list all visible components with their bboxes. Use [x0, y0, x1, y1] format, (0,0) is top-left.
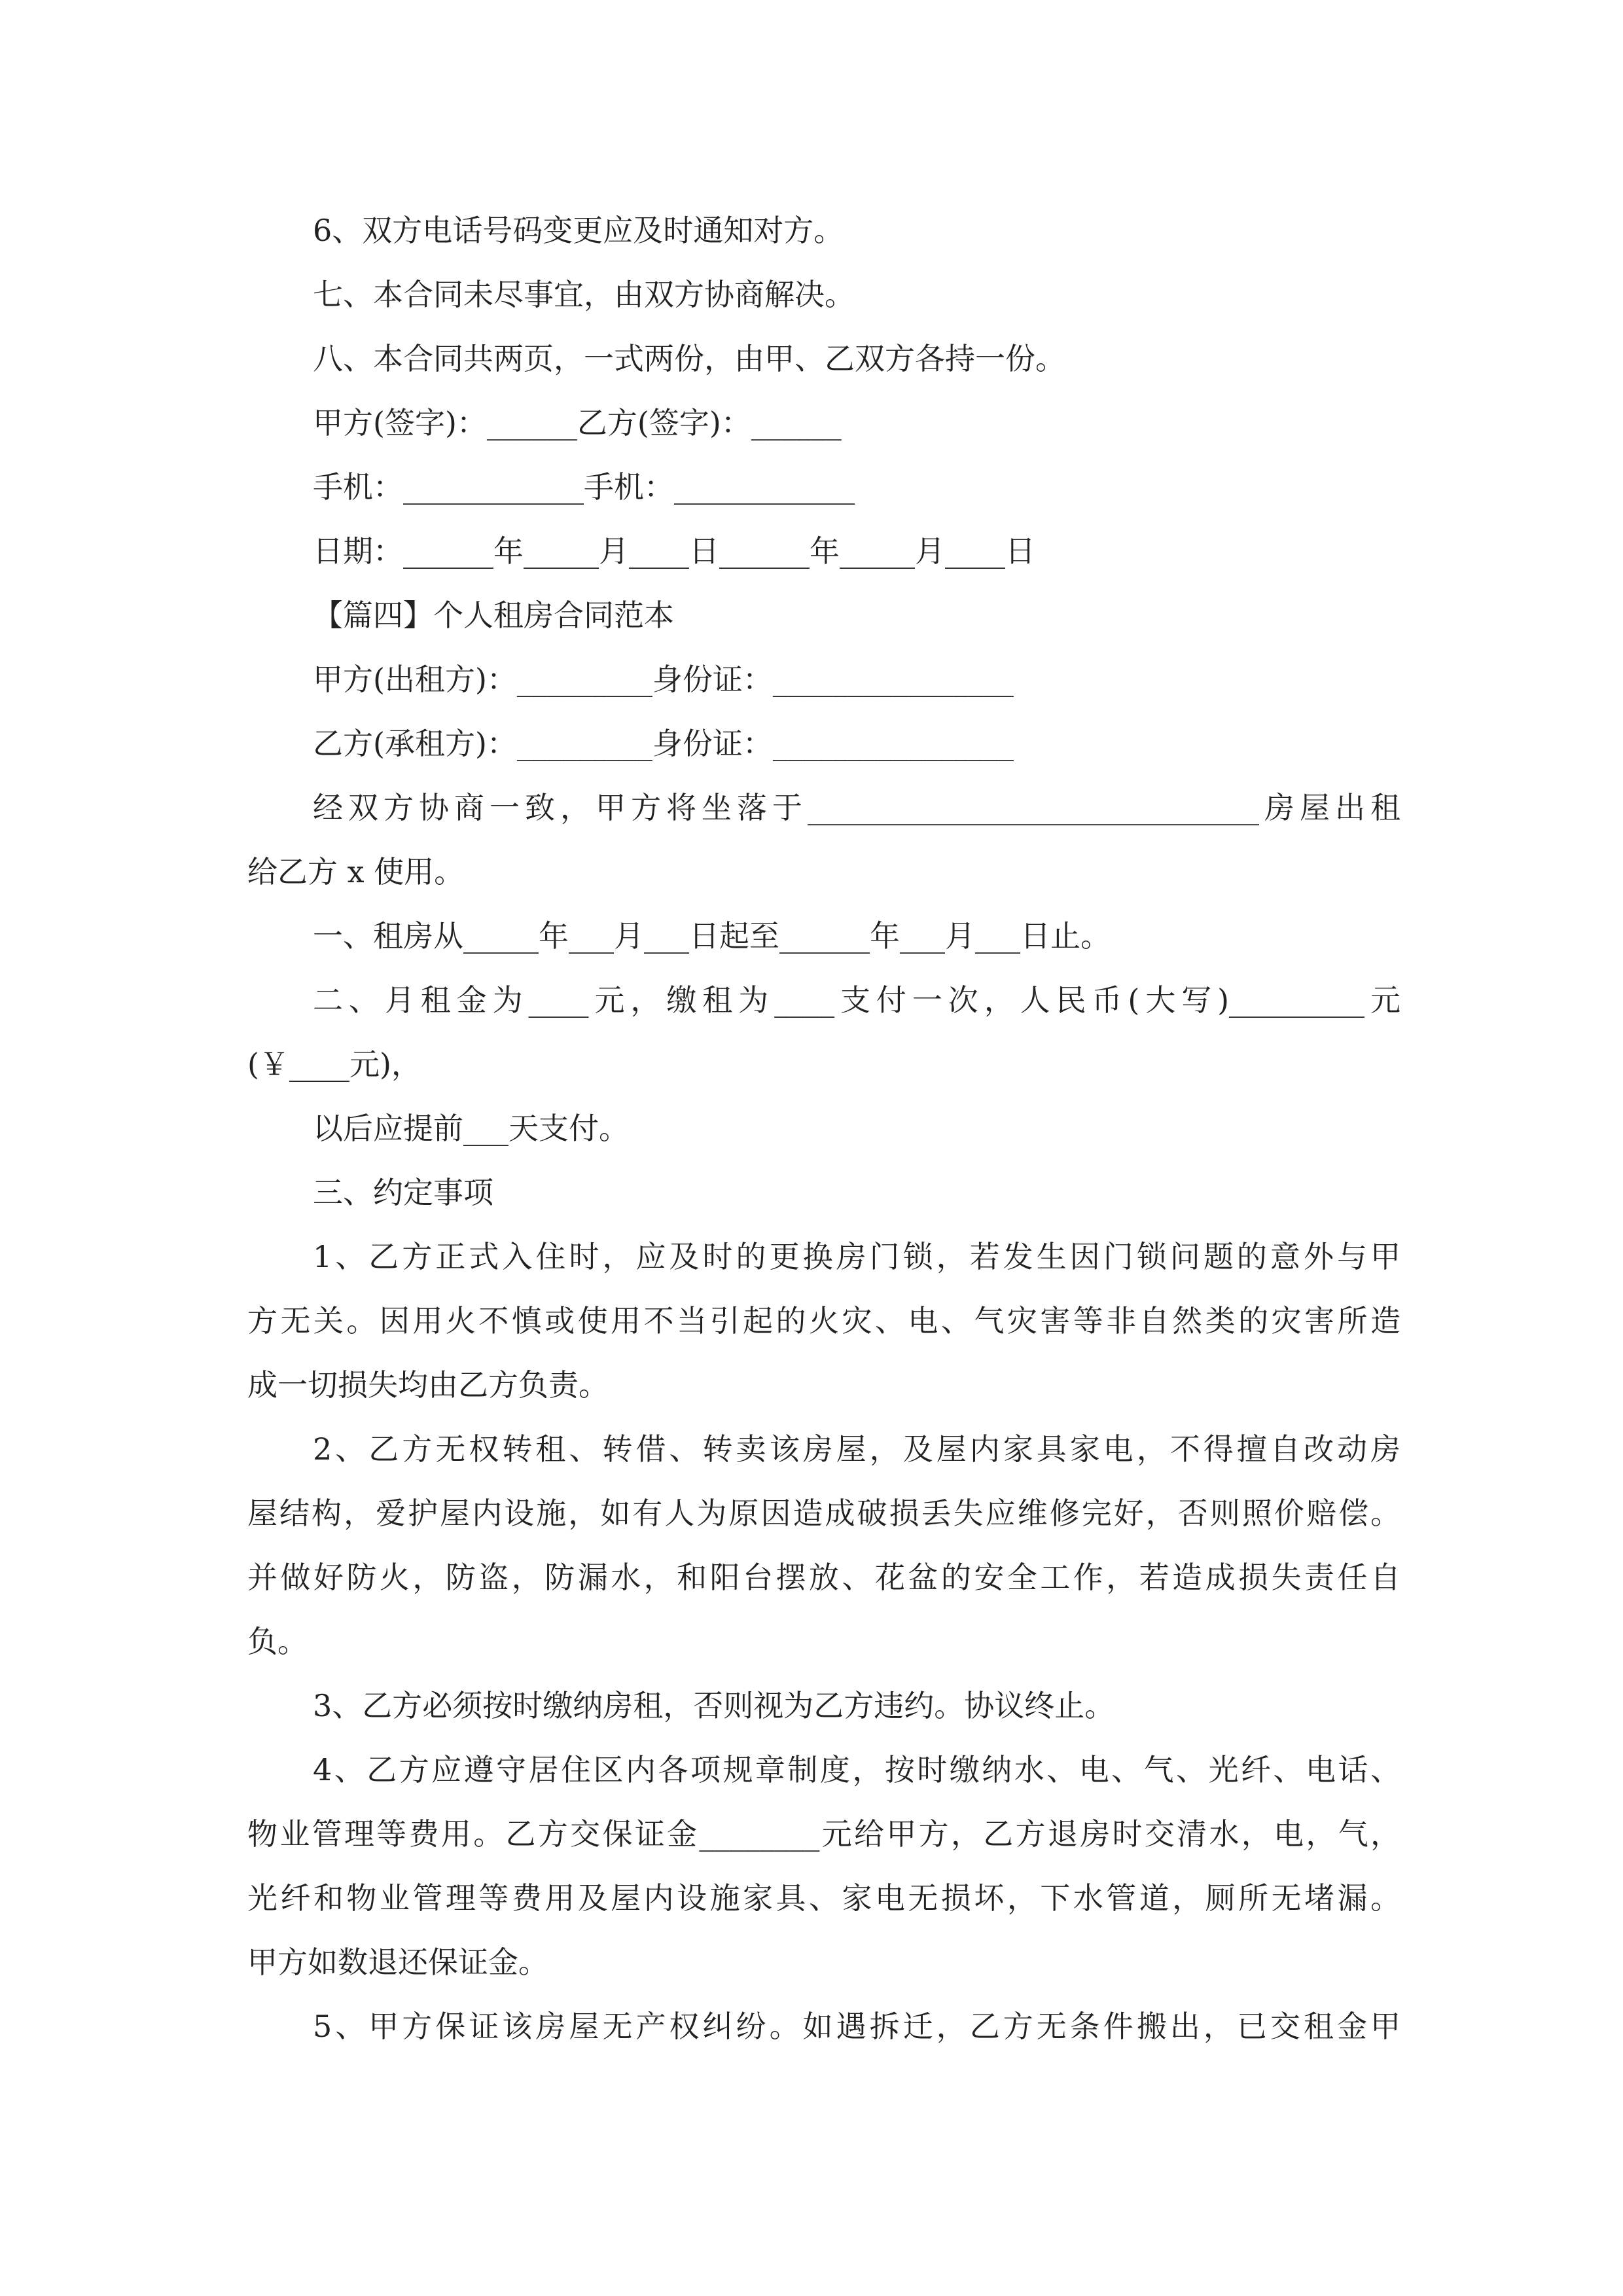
item-2-text-end: 负。	[247, 1624, 308, 1659]
item-1-text-cont: 方无关。因用火不慎或使用不当引起的火灾、电、气灾害等非自然类的灾害所造	[247, 1303, 1400, 1338]
party-b-line: 乙方(承租方)：_________身份证：________________	[313, 726, 1014, 761]
item-1-text-end: 成一切损失均由乙方负责。	[247, 1367, 609, 1403]
party-a-line: 甲方(出租方)：_________身份证：________________	[313, 662, 1014, 697]
clause-7-unresolved-matters: 七、本合同未尽事宜，由双方协商解决。	[313, 277, 855, 312]
section-title: 【篇四】个人租房合同范本	[313, 598, 674, 633]
term-3-heading: 三、约定事项	[313, 1175, 493, 1210]
item-2-text: 2、乙方无权转租、转借、转卖该房屋，及屋内家具家电，不得擅自改动房	[313, 1431, 1400, 1467]
agreement-paragraph: 经双方协商一致，甲方将坐落于______________________________房屋出租	[313, 790, 1400, 825]
item-4-text: 4、乙方应遵守居住区内各项规章制度，按时缴纳水、电、气、光纤、电话、	[313, 1752, 1400, 1787]
term-2-advance-payment: 以后应提前___天支付。	[313, 1111, 629, 1146]
item-3-text: 3、乙方必须按时缴纳房租，否则视为乙方违约。协议终止。	[313, 1688, 1115, 1723]
item-4-text-cont-2: 光纤和物业管理等费用及屋内设施家具、家电无损坏，下水管道，厕所无堵漏。	[247, 1880, 1400, 1916]
phone-line: 手机：____________手机：____________	[313, 469, 855, 505]
signature-line: 甲方(签字)：______乙方(签字)：______	[313, 405, 842, 440]
item-4-text-cont: 物业管理等费用。乙方交保证金________元给甲方，乙方退房时交清水，电，气，	[247, 1816, 1400, 1852]
term-2-rent-cont: (￥____元)，	[247, 1047, 421, 1082]
item-2-text-cont-2: 并做好防火，防盗，防漏水，和阳台摆放、花盆的安全工作，若造成损失责任自	[247, 1560, 1400, 1595]
clause-8-copies: 八、本合同共两页，一式两份，由甲、乙双方各持一份。	[313, 341, 1065, 376]
term-2-rent: 二、月租金为____元，缴租为____支付一次，人民币(大写)_________元	[313, 982, 1400, 1018]
item-5-text: 5、甲方保证该房屋无产权纠纷。如遇拆迁，乙方无条件搬出，已交租金甲	[313, 2009, 1400, 2044]
item-1-text: 1、乙方正式入住时，应及时的更换房门锁，若发生因门锁问题的意外与甲	[313, 1239, 1400, 1274]
agreement-paragraph-cont: 给乙方 x 使用。	[247, 854, 465, 889]
item-2-text-cont: 屋结构，爱护屋内设施，如有人为原因造成破损丢失应维修完好，否则照价赔偿。	[247, 1496, 1400, 1531]
clause-6-phone-change: 6、双方电话号码变更应及时通知对方。	[313, 213, 844, 248]
date-line: 日期：______年_____月____日______年_____月____日	[313, 533, 1035, 569]
item-4-text-end: 甲方如数退还保证金。	[247, 1945, 548, 1980]
term-1-rental-period: 一、租房从_____年___月___日起至______年___月___日止。	[313, 918, 1111, 954]
